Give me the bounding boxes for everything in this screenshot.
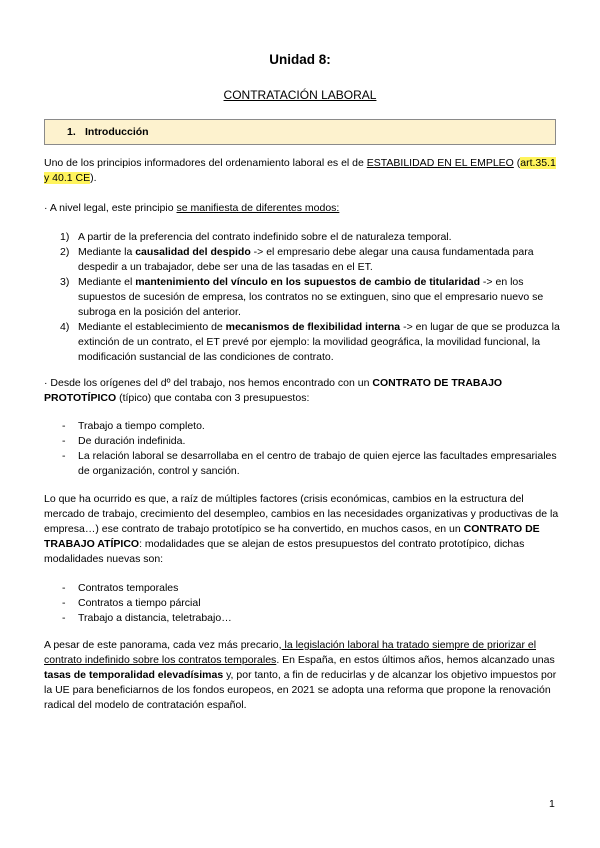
- p3-text: · Desde los orígenes del dº del trabajo, nos hemos encontrado con un: [44, 377, 373, 389]
- list-text: Mediante el: [78, 276, 136, 288]
- list-item: - Trabajo a tiempo completo.: [44, 419, 560, 434]
- list-item: [44, 320, 560, 365]
- list-text: -> en los supuestos de sucesión de empresa, los contratos no se extinguen, sino que el empresario nuevo se subroga en la posición del anterior.: [78, 276, 544, 318]
- list-number: 1): [60, 231, 70, 243]
- p2-underlined: se manifiesta de diferentes modos:: [176, 202, 340, 214]
- paragraph-legal-level: [44, 201, 560, 216]
- numbered-list: [44, 230, 560, 365]
- paragraph-reform: [44, 638, 560, 713]
- p1-text-c: ).: [90, 172, 97, 184]
- list-item: - De duración indefinida.: [44, 434, 560, 449]
- p5-text: A pesar de este panorama, cada vez más precario,: [44, 639, 282, 651]
- list-item: [44, 245, 560, 275]
- p1-text-b: (: [513, 157, 521, 169]
- p4-text: Lo que ha ocurrido es que, a raíz de múltiples factores (crisis económicas, cambios en la estructura del mercado de trabajo, crecimiento del desempleo, cambios en las necesidades organizativas y productivas de la empresa…) ese contrato de trabajo prototípico se ha convertido, en muchos casos, en un: [44, 493, 559, 535]
- list-text: Mediante el establecimiento de: [78, 321, 226, 333]
- list-bold: mecanismos de flexibilidad interna: [225, 321, 401, 333]
- section-heading-box: [44, 119, 556, 145]
- list-item: [44, 275, 560, 320]
- list-number: 3): [60, 276, 70, 288]
- list-text: -> el empresario debe alegar una causa fundamentada para despedir a un trabajador, debe ser una de las tasadas en el ET.: [78, 246, 534, 273]
- p5-text-b: . En España, en estos últimos años, hemos alcanzado unas: [276, 654, 555, 666]
- p2-text: · A nivel legal, este principio: [44, 202, 177, 214]
- paragraph-prototypical-contract: [44, 376, 560, 406]
- list-item: - Trabajo a distancia, teletrabajo…: [44, 611, 560, 626]
- list-number: 2): [60, 246, 70, 258]
- document-subtitle: CONTRATACIÓN LABORAL: [223, 88, 377, 102]
- list-number: 4): [60, 321, 70, 333]
- paragraph-stability-principle: [44, 156, 560, 186]
- p1-underlined: ESTABILIDAD EN EL EMPLEO: [366, 157, 514, 169]
- p5-bold: tasas de temporalidad elevadísimas: [44, 669, 224, 681]
- page-number: 1: [549, 798, 555, 810]
- list-text: -> en lugar de que se produzca la extinción de un contrato, el ET prevé por ejemplo: la movilidad geográfica, la movilidad funcional, la modificación sustancial de las condiciones de contrato.: [78, 321, 560, 363]
- p4-text-c: : modalidades que se alejan de estos presupuestos del contrato prototípico, dichas modalidades nuevas son:: [44, 538, 525, 565]
- p4-bold: CONTRATO DE TRABAJO ATÍPICO: [44, 523, 540, 550]
- list-bold: mantenimiento del vínculo en los supuestos de cambio de titularidad: [135, 276, 481, 288]
- dash-list-modalities: [44, 581, 560, 626]
- p1-text: Uno de los principios informadores del ordenamiento laboral es el de: [44, 157, 367, 169]
- list-text: Mediante la: [78, 246, 136, 258]
- list-item: - Contratos a tiempo párcial: [44, 596, 560, 611]
- list-text: A partir de la preferencia del contrato indefinido sobre el de naturaleza temporal.: [78, 231, 452, 243]
- list-item: - Contratos temporales: [44, 581, 560, 596]
- section-number: 1.: [67, 126, 76, 138]
- document-title: Unidad 8:: [269, 52, 331, 67]
- list-item: [44, 230, 560, 245]
- p3-bold: CONTRATO DE TRABAJO PROTOTÍPICO: [44, 377, 503, 404]
- p5-text-c: y, por tanto, a fin de reducirlas y de alcanzar los objetivo impuestos por la UE para beneficiarnos de los fondos europeos, en 2021 se adopta una reforma que propone la renovación radical del modelo de contratación español.: [44, 669, 557, 711]
- dash-list-assumptions: [44, 419, 560, 479]
- list-bold: causalidad del despido: [135, 246, 251, 258]
- p5-underlined: la legislación laboral ha tratado siempre de priorizar el contrato indefinido sobre los contratos temporales: [44, 639, 537, 666]
- paragraph-atypical-contract: [44, 492, 560, 567]
- p3-text-c: (típico) que contaba con 3 presupuestos:: [116, 392, 310, 404]
- section-heading: Introducción: [85, 126, 149, 138]
- p1-highlight: art.35.1 y 40.1 CE: [44, 157, 556, 184]
- list-item: - La relación laboral se desarrollaba en el centro de trabajo de quien ejerce las facultades empresariales de organización, control y sanción.: [44, 449, 560, 479]
